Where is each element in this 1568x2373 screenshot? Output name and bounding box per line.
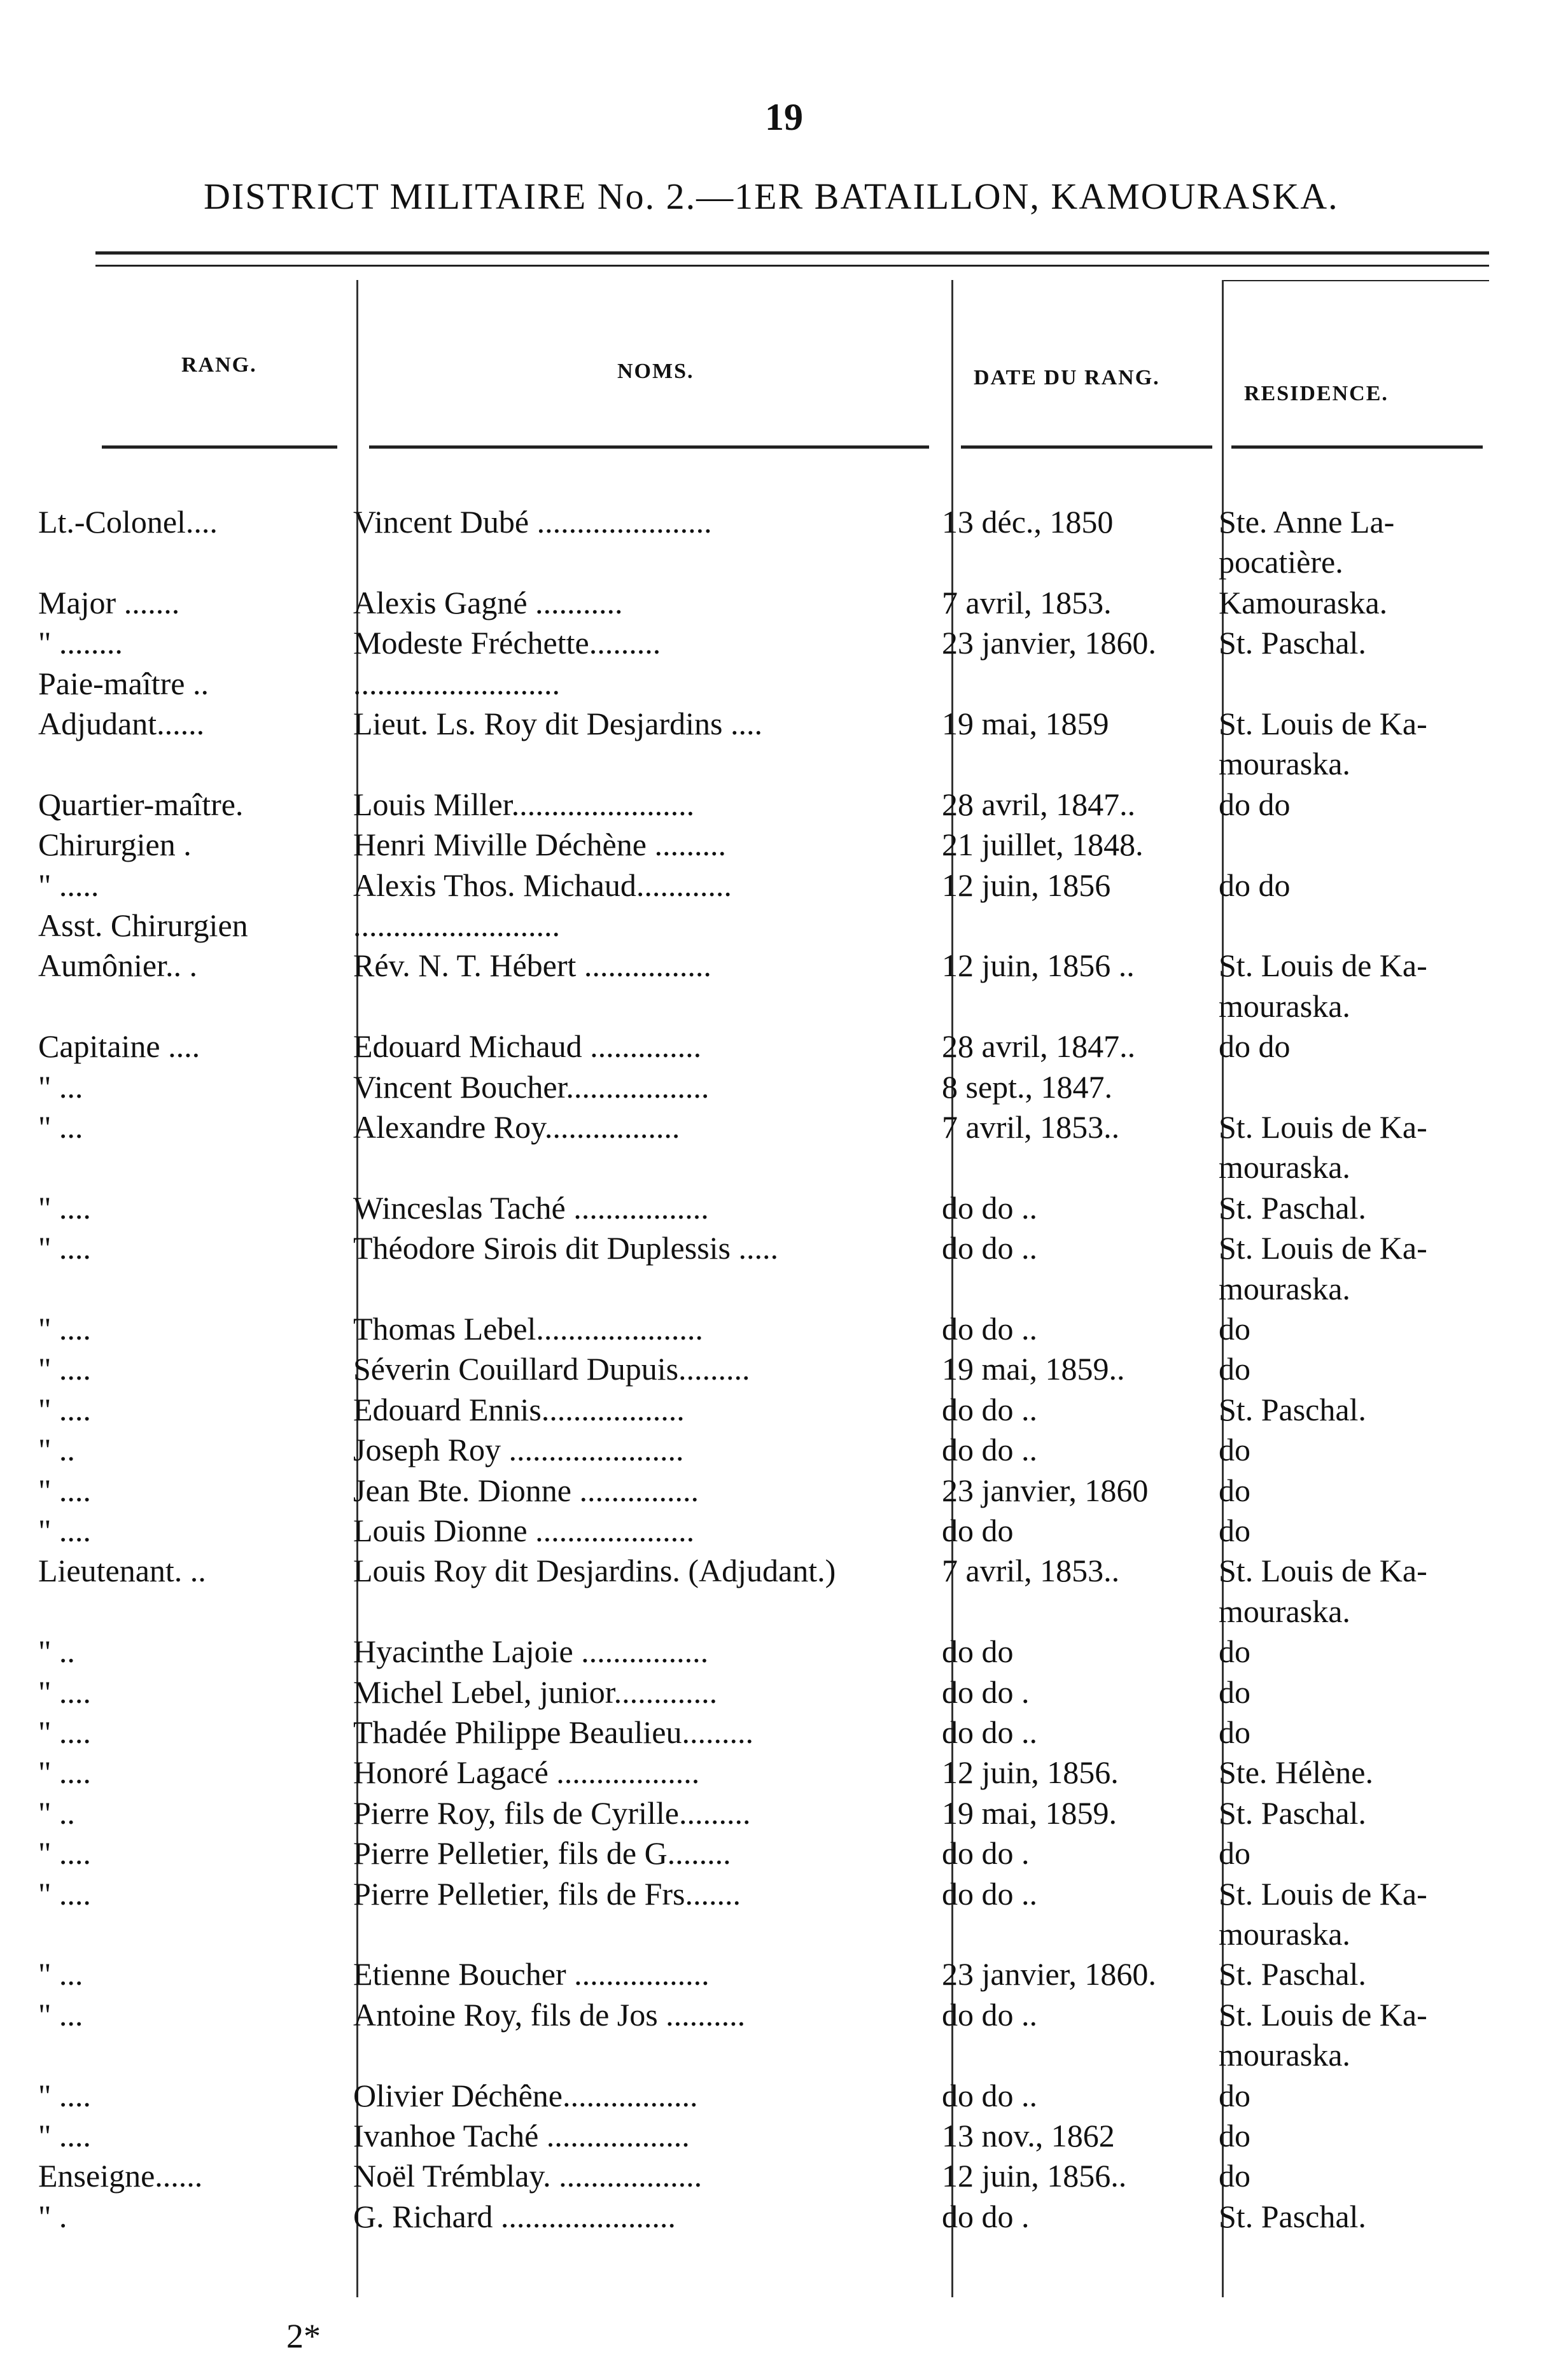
date-cell: do do ..	[942, 1230, 1037, 1266]
table-row	[0, 1229, 1568, 1267]
date-cell: do do ..	[942, 1996, 1037, 2033]
rang-cell: " ....	[38, 1674, 91, 1710]
residence-cell: do	[1219, 1634, 1250, 1670]
name-cell: Alexis Gagné ...........	[353, 584, 623, 620]
date-cell: 23 janvier, 1860	[942, 1472, 1149, 1508]
rang-cell: " ....	[38, 2118, 91, 2153]
rang-cell: " .....	[38, 867, 99, 903]
table-row	[0, 1875, 1568, 1913]
rang-cell: " ..	[38, 1432, 75, 1468]
table-row	[0, 1189, 1568, 1227]
table-row	[0, 745, 1568, 783]
residence-cell: do	[1219, 1674, 1250, 1710]
page-title: DISTRICT MILITAIRE No. 2.—1ER BATAILLON, KAMOURASKA.	[204, 176, 1339, 217]
name-cell: Alexandre Roy.................	[353, 1109, 680, 1145]
rang-cell: " ........	[38, 625, 123, 661]
date-cell: do do .	[942, 2198, 1030, 2234]
name-cell: Alexis Thos. Michaud............	[353, 867, 732, 903]
rang-cell: " ....	[38, 1875, 91, 1912]
date-cell: do do ..	[942, 1311, 1037, 1347]
rang-cell: " ...	[38, 1068, 83, 1105]
residence-cell: mouraska.	[1219, 1593, 1350, 1629]
name-cell: Edouard Michaud ..............	[353, 1028, 702, 1065]
residence-cell: do do	[1219, 786, 1291, 822]
residence-cell: St. Paschal.	[1219, 1956, 1366, 1992]
residence-cell: mouraska.	[1219, 1270, 1350, 1306]
table-row	[0, 1068, 1568, 1106]
table-row	[0, 1390, 1568, 1429]
date-cell: do do ..	[942, 2077, 1037, 2113]
date-cell: 13 déc., 1850	[942, 504, 1114, 540]
date-cell: 12 juin, 1856.	[942, 1754, 1119, 1791]
residence-cell: St. Louis de Ka-	[1219, 948, 1427, 984]
residence-cell: St. Louis de Ka-	[1219, 706, 1427, 741]
residence-cell: St. Louis de Ka-	[1219, 1553, 1427, 1589]
table-row	[0, 2197, 1568, 2236]
date-cell: 23 janvier, 1860.	[942, 1956, 1156, 1992]
table-row	[0, 1551, 1568, 1590]
table-row	[0, 825, 1568, 864]
residence-cell: St. Paschal.	[1219, 1189, 1366, 1226]
residence-cell: Kamouraska.	[1219, 584, 1388, 620]
rang-cell: " ....	[38, 1311, 91, 1347]
rang-cell: " ...	[38, 1996, 83, 2033]
residence-cell: do	[1219, 1513, 1250, 1548]
date-cell: 19 mai, 1859..	[942, 1351, 1125, 1387]
rang-cell: " ....	[38, 2077, 91, 2113]
table-row	[0, 1996, 1568, 2034]
rang-cell: " ....	[38, 1472, 91, 1508]
rang-cell: " ....	[38, 1351, 91, 1387]
name-cell: Antoine Roy, fils de Jos ..........	[353, 1996, 746, 2033]
name-cell: Joseph Roy ......................	[353, 1432, 684, 1468]
residence-cell: St. Paschal.	[1219, 2198, 1366, 2234]
rang-cell: " ..	[38, 1634, 75, 1670]
table-row	[0, 1431, 1568, 1469]
date-cell: 7 avril, 1853.	[942, 584, 1112, 620]
date-cell: do do ..	[942, 1189, 1037, 1226]
table-row	[0, 1471, 1568, 1509]
rang-cell: " ...	[38, 1956, 83, 1992]
name-cell: Jean Bte. Dionne ...............	[353, 1472, 699, 1508]
table-row	[0, 664, 1568, 703]
rang-cell: Major .......	[38, 584, 180, 620]
name-cell: Théodore Sirois dit Duplessis .....	[353, 1230, 779, 1266]
table-row	[0, 624, 1568, 662]
table-row	[0, 1592, 1568, 1630]
table-row	[0, 2036, 1568, 2074]
header-rang: RANG.	[181, 353, 257, 377]
name-cell: Ivanhoe Taché ..................	[353, 2118, 690, 2153]
table-row	[0, 2117, 1568, 2155]
date-cell: 7 avril, 1853..	[942, 1109, 1120, 1145]
table-row	[0, 1511, 1568, 1550]
table-row	[0, 1350, 1568, 1388]
name-cell: Olivier Déchêne.................	[353, 2077, 698, 2113]
table-row	[0, 543, 1568, 581]
table-row	[0, 1270, 1568, 1308]
rang-cell: Chirurgien .	[38, 827, 192, 863]
table-row	[0, 584, 1568, 622]
date-cell: 8 sept., 1847.	[942, 1068, 1113, 1105]
table-row	[0, 946, 1568, 984]
date-cell: 28 avril, 1847..	[942, 786, 1136, 822]
rang-cell: Capitaine ....	[38, 1028, 200, 1065]
date-cell: 12 juin, 1856 ..	[942, 948, 1135, 984]
date-cell: 12 juin, 1856	[942, 867, 1111, 903]
table-row	[0, 1915, 1568, 1953]
name-cell: Louis Roy dit Desjardins. (Adjudant.)	[353, 1553, 836, 1589]
name-cell: Séverin Couillard Dupuis.........	[353, 1351, 750, 1387]
rang-cell: Enseigne......	[38, 2158, 203, 2194]
name-cell: Thomas Lebel.....................	[353, 1311, 703, 1347]
residence-cell: do	[1219, 1714, 1250, 1750]
residence-cell: do	[1219, 2077, 1250, 2113]
name-cell: Modeste Fréchette.........	[353, 625, 661, 661]
residence-cell: do	[1219, 1351, 1250, 1387]
name-cell: G. Richard ......................	[353, 2198, 676, 2234]
name-cell: Vincent Dubé ......................	[353, 504, 712, 540]
table-row	[0, 1673, 1568, 1711]
rang-cell: " ....	[38, 1714, 91, 1750]
date-cell: do do ..	[942, 1432, 1037, 1468]
residence-cell: pocatière.	[1219, 544, 1343, 580]
table-row	[0, 1027, 1568, 1065]
rang-cell: Quartier-maître.	[38, 786, 244, 822]
rang-cell: " ...	[38, 1109, 83, 1145]
rang-cell: " ....	[38, 1754, 91, 1791]
table-row	[0, 2076, 1568, 2115]
residence-cell: Ste. Anne La-	[1219, 504, 1395, 540]
table-row	[0, 1108, 1568, 1146]
residence-cell: St. Louis de Ka-	[1219, 1875, 1427, 1912]
residence-cell: do	[1219, 1311, 1250, 1347]
rang-cell: Lieutenant. ..	[38, 1553, 206, 1589]
table-row	[0, 1713, 1568, 1751]
page-number: 19	[765, 96, 803, 138]
residence-cell: do	[1219, 1835, 1250, 1872]
residence-cell: do	[1219, 1432, 1250, 1468]
name-cell: Pierre Roy, fils de Cyrille.........	[353, 1795, 751, 1831]
residence-cell: St. Paschal.	[1219, 1391, 1366, 1427]
residence-cell: do do	[1219, 1028, 1291, 1065]
table-row	[0, 1794, 1568, 1832]
table-row	[0, 987, 1568, 1025]
date-cell: 23 janvier, 1860.	[942, 625, 1156, 661]
date-cell: do do ..	[942, 1391, 1037, 1427]
rang-cell: Adjudant......	[38, 706, 205, 741]
table-row	[0, 1148, 1568, 1186]
name-cell: Lieut. Ls. Roy dit Desjardins ....	[353, 706, 762, 741]
date-cell: do do	[942, 1634, 1014, 1670]
date-cell: 21 juillet, 1848.	[942, 827, 1144, 863]
table-row	[0, 2157, 1568, 2195]
date-cell: do do	[942, 1513, 1014, 1548]
residence-cell: St. Paschal.	[1219, 625, 1366, 661]
residence-cell: St. Louis de Ka-	[1219, 1230, 1427, 1266]
name-cell: Thadée Philippe Beaulieu.........	[353, 1714, 754, 1750]
residence-cell: mouraska.	[1219, 2037, 1350, 2073]
header-date: DATE DU RANG.	[974, 366, 1160, 389]
table-row	[0, 503, 1568, 541]
rang-cell: " ....	[38, 1189, 91, 1226]
date-cell: 12 juin, 1856..	[942, 2158, 1127, 2194]
residence-cell: mouraska.	[1219, 988, 1350, 1024]
date-cell: do do .	[942, 1674, 1030, 1710]
table-row	[0, 785, 1568, 823]
rang-cell: " .	[38, 2198, 67, 2234]
rang-cell: " ....	[38, 1230, 91, 1266]
residence-cell: mouraska.	[1219, 1149, 1350, 1186]
name-cell: Louis Dionne ....................	[353, 1513, 695, 1548]
name-cell: Honoré Lagacé ..................	[353, 1754, 700, 1791]
table-row	[0, 1310, 1568, 1348]
name-cell: Vincent Boucher..................	[353, 1068, 710, 1105]
name-cell: Louis Miller.......................	[353, 786, 695, 822]
name-cell: Edouard Ennis..................	[353, 1391, 685, 1427]
rang-cell: Paie-maître ..	[38, 665, 209, 701]
table-row	[0, 906, 1568, 944]
date-cell: 19 mai, 1859	[942, 706, 1109, 741]
name-cell: Rév. N. T. Hébert ................	[353, 948, 711, 984]
residence-cell: do	[1219, 2118, 1250, 2153]
name-cell: ..........................	[353, 907, 560, 943]
rang-cell: " ....	[38, 1513, 91, 1548]
rang-cell: Aumônier.. .	[38, 948, 197, 984]
residence-cell: St. Paschal.	[1219, 1795, 1366, 1831]
residence-cell: St. Louis de Ka-	[1219, 1996, 1427, 2033]
date-cell: 13 nov., 1862	[942, 2118, 1115, 2153]
name-cell: Etienne Boucher .................	[353, 1956, 710, 1992]
name-cell: Winceslas Taché .................	[353, 1189, 709, 1226]
name-cell: ..........................	[353, 665, 560, 701]
header-residence: RESIDENCE.	[1244, 382, 1389, 405]
residence-cell: do	[1219, 2158, 1250, 2194]
name-cell: Noël Trémblay. ..................	[353, 2158, 703, 2194]
date-cell: do do .	[942, 1835, 1030, 1872]
name-cell: Pierre Pelletier, fils de Frs.......	[353, 1875, 741, 1912]
signature-mark: 2*	[286, 2317, 321, 2355]
residence-cell: mouraska.	[1219, 746, 1350, 782]
rang-cell: Lt.-Colonel....	[38, 504, 218, 540]
table-row	[0, 866, 1568, 904]
residence-cell: do do	[1219, 867, 1291, 903]
residence-cell: do	[1219, 1472, 1250, 1508]
date-cell: 19 mai, 1859.	[942, 1795, 1117, 1831]
date-cell: 7 avril, 1853..	[942, 1553, 1120, 1589]
name-cell: Michel Lebel, junior.............	[353, 1674, 718, 1710]
rang-cell: Asst. Chirurgien	[38, 907, 248, 943]
name-cell: Henri Miville Déchène .........	[353, 827, 726, 863]
date-cell: 28 avril, 1847..	[942, 1028, 1136, 1065]
table-row	[0, 1834, 1568, 1872]
date-cell: do do ..	[942, 1714, 1037, 1750]
table-row	[0, 704, 1568, 743]
residence-cell: St. Louis de Ka-	[1219, 1109, 1427, 1145]
rang-cell: " ..	[38, 1795, 75, 1831]
table-row	[0, 1955, 1568, 1993]
name-cell: Pierre Pelletier, fils de G........	[353, 1835, 731, 1872]
table-row	[0, 1632, 1568, 1670]
residence-cell: Ste. Hélène.	[1219, 1754, 1373, 1791]
name-cell: Hyacinthe Lajoie ................	[353, 1634, 709, 1670]
residence-cell: mouraska.	[1219, 1916, 1350, 1952]
rang-cell: " ....	[38, 1391, 91, 1427]
header-noms: NOMS.	[617, 360, 694, 383]
rang-cell: " ....	[38, 1835, 91, 1872]
table-row	[0, 1753, 1568, 1791]
date-cell: do do ..	[942, 1875, 1037, 1912]
